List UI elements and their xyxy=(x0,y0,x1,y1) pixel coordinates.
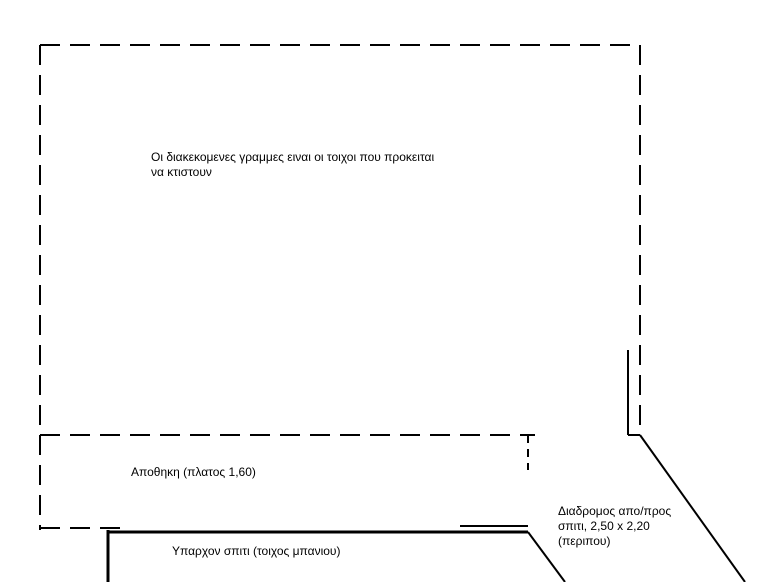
corridor-label-line2: σπιτι, 2,50 x 2,20 xyxy=(558,519,650,533)
corridor-label-line1: Διαδρομος απο/προς xyxy=(558,504,672,518)
planned-walls-note-line1: Οι διακεκομενες γραμμες ειναι οι τοιχοι που προκειται xyxy=(151,150,435,164)
existing-house-label: Υπαρχον σπιτι (τοιχος μπανιου) xyxy=(172,544,341,558)
corridor-label-line3: (περιπου) xyxy=(558,534,611,548)
planned-walls-note-line2: να κτιστουν xyxy=(151,165,212,179)
storage-label: Αποθηκη (πλατος 1,60) xyxy=(131,465,256,479)
